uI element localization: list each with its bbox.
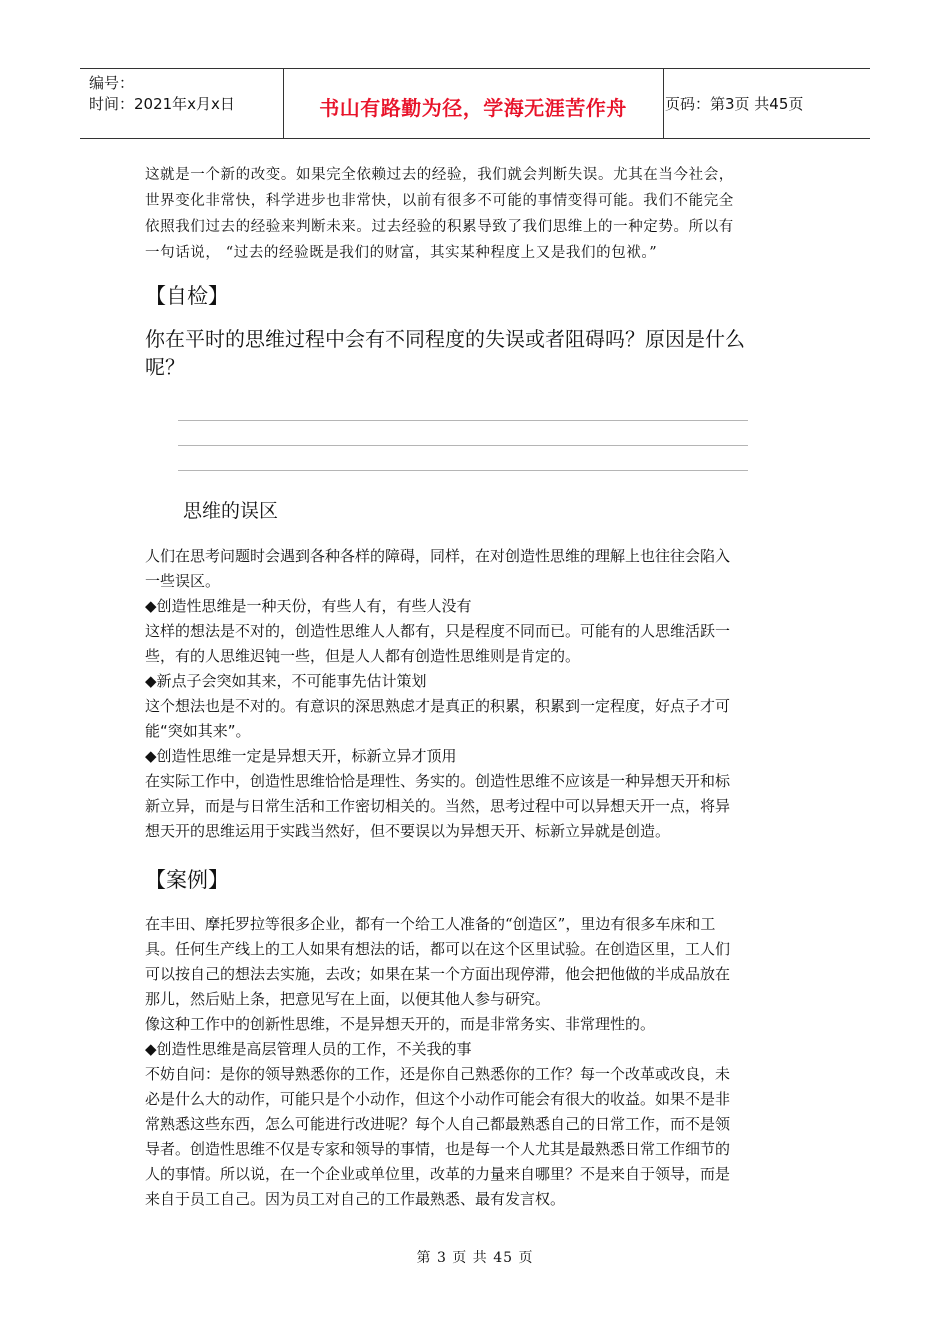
case-line: 可以按自己的想法去实施，去改；如果在某一个方面出现停滞，他会把他做的半成品放在 [145,965,731,983]
intro-line: 世界变化非常快，科学进步也非常快，以前有很多不可能的事情变得可能。我们不能完全 [145,193,734,209]
body-line: 导者。创造性思维不仅是专家和领导的事情，也是每一个人尤其是最熟悉日常工作细节的 [145,1140,731,1158]
answer-line [178,470,748,471]
intro-paragraph [145,162,810,266]
body-line: 人的事情。所以说，在一个企业或单位里，改革的力量来自哪里？不是来自于领导，而是 [145,1165,731,1183]
bullet-point: ◆新点子会突如其来，不可能事先估计策划 [145,672,427,690]
question-line: 你在平时的思维过程中会有不同程度的失误或者阻碍吗？原因是什么 [145,327,745,351]
body-line: 像这种工作中的创新性思维，不是异想天开的，而是非常务实、非常理性的。 [145,1015,656,1033]
body-line: 这样的想法是不对的，创造性思维人人都有，只是程度不同而已。可能有的人思维活跃一 [145,622,731,640]
header-motto: 书山有路勤为径，学海无涯苦作舟 [319,96,627,120]
body-line: 能“突如其来”。 [145,722,251,740]
code-label: 编号： [89,74,135,92]
case-line: 那儿，然后贴上条，把意见写在上面，以便其他人参与研究。 [145,990,551,1008]
case-line: 在丰田、摩托罗拉等很多企业，都有一个给工人准备的“创造区”，里边有很多车床和工 [145,915,716,933]
self-check-question [145,325,805,381]
misconceptions-heading: 思维的误区 [183,500,279,522]
header-meta [89,73,235,115]
body-line: 不妨自问：是你的领导熟悉你的工作，还是你自己熟悉你的工作？每一个改革或改良，未 [145,1065,731,1083]
header-divider-right [663,69,664,138]
body-line: 在实际工作中，创造性思维恰恰是理性、务实的。创造性思维不应该是一种异想天开和标 [145,772,731,790]
body-line: 人们在思考问题时会遇到各种各样的障碍，同样，在对创造性思维的理解上也往往会陷入 [145,547,731,565]
body-line: 新立异，而是与日常生活和工作密切相关的。当然，思考过程中可以异想天开一点，将异 [145,797,731,815]
body-line: 这个想法也是不对的。有意识的深思熟虑才是真正的积累，积累到一定程度，好点子才可 [145,697,731,715]
answer-line [178,445,748,446]
body-line: 一些误区。 [145,572,221,590]
body-line: 常熟悉这些东西，怎么可能进行改进呢？每个人自己都最熟悉自己的日常工作，而不是领 [145,1115,731,1133]
bullet-point: ◆创造性思维一定是异想天开，标新立异才顶用 [145,747,457,765]
self-check-heading: 【自检】 [145,284,229,308]
case-heading: 【案例】 [145,868,229,892]
time-label: 时间：2021年x月x日 [89,95,235,113]
bullet-point: ◆创造性思维是高层管理人员的工作，不关我的事 [145,1040,472,1058]
body-line: 来自于员工自己。因为员工对自己的工作最熟悉、最有发言权。 [145,1190,566,1208]
body-line: 必是什么大的动作，可能只是个小动作，但这个小动作可能会有很大的收益。如果不是非 [145,1090,731,1108]
intro-line: 一句话说， “过去的经验既是我们的财富，其实某种程度上又是我们的包袱。” [145,245,658,261]
intro-line: 依照我们过去的经验来判断未来。过去经验的积累导致了我们思维上的一种定势。所以有 [145,219,734,235]
misconceptions-body [145,544,815,844]
bullet-point: ◆创造性思维是一种天份，有些人有，有些人没有 [145,597,472,615]
intro-line: 这就是一个新的改变。如果完全依赖过去的经验，我们就会判断失误。尤其在当今社会， [145,167,734,183]
document-header [80,68,870,139]
header-page-number: 页码：第3页 共45页 [665,95,804,113]
case-body [145,912,815,1212]
body-line: 些，有的人思维迟钝一些，但是人人都有创造性思维则是肯定的。 [145,647,581,665]
question-line: 呢？ [145,355,185,379]
case-line: 具。任何生产线上的工人如果有想法的话，都可以在这个区里试验。在创造区里，工人们 [145,940,731,958]
body-line: 想天开的思维运用于实践当然好，但不要误以为异想天开、标新立异就是创造。 [145,822,671,840]
answer-line [178,420,748,421]
page-footer: 第 3 页 共 45 页 [416,1250,534,1266]
